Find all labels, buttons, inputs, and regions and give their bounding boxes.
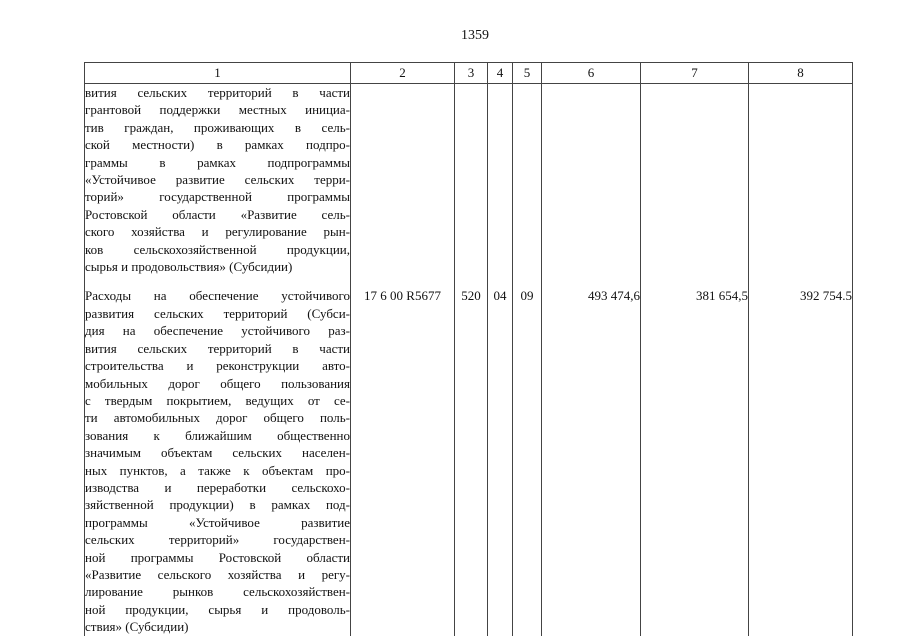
name-line: граммы в рамках подпрограммы	[85, 154, 350, 170]
row-expense-type: 520	[455, 281, 488, 635]
name-line: зяйственной продукции) в рамках под-	[85, 497, 350, 513]
header-col-4: 4	[488, 63, 513, 84]
name-line: Ростовской области «Развитие сель-	[85, 206, 350, 222]
row-amount-col8	[749, 84, 853, 282]
name-line: вития сельских территорий в части	[85, 85, 350, 100]
name-line: строительства и реконструкции авто-	[85, 358, 350, 374]
header-col-3: 3	[455, 63, 488, 84]
table-row	[85, 84, 853, 282]
name-line: ти автомобильных дорог общего поль-	[85, 410, 350, 426]
name-line: ной продукции, сырья и продоволь-	[85, 601, 350, 617]
name-line: зования к ближайшим общественно	[85, 427, 350, 443]
row-subsection: 09	[513, 281, 542, 635]
header-row	[85, 63, 853, 84]
row-name-cell	[85, 84, 351, 282]
name-line: вития сельских территорий в части	[85, 340, 350, 356]
name-line: программы «Устойчивое развитие	[85, 514, 350, 530]
page-number: 1359	[461, 28, 489, 43]
name-line: сырья и продовольствия» (Субсидии)	[85, 259, 293, 275]
name-line: Расходы на обеспечение устойчивого	[85, 288, 350, 304]
row-target-code	[351, 84, 455, 282]
name-line: ков сельскохозяйственной продукции,	[85, 241, 350, 257]
name-line: грантовой поддержки местных инициа-	[85, 102, 350, 118]
header-col-6: 6	[542, 63, 641, 84]
name-line: лирование рынков сельскохозяйствен-	[85, 584, 350, 600]
row-amount-col7: 381 654,5	[641, 281, 749, 635]
name-line: ского хозяйства и регулирование рын-	[85, 224, 350, 240]
name-line: с твердым покрытием, ведущих от се-	[85, 392, 350, 408]
name-line: ской местности) в рамках подпро-	[85, 137, 350, 153]
row-expense-type	[455, 84, 488, 282]
row-name-cell	[85, 281, 351, 635]
row-subsection	[513, 84, 542, 282]
header-col-1: 1	[85, 63, 351, 84]
name-line: тив граждан, проживающих в сель-	[85, 119, 350, 135]
row-amount-col6	[542, 84, 641, 282]
name-line: изводства и переработки сельскохо-	[85, 479, 350, 495]
name-line: «Развитие сельского хозяйства и регу-	[85, 566, 350, 582]
row-target-code: 17 6 00 R5677	[351, 281, 455, 635]
row-amount-col6: 493 474,6	[542, 281, 641, 635]
row-section: 04	[488, 281, 513, 635]
name-line: ствия» (Субсидии)	[85, 619, 189, 635]
name-line: сельских территорий» государствен-	[85, 532, 350, 548]
name-line: развития сельских территорий (Субси-	[85, 305, 350, 321]
row-section	[488, 84, 513, 282]
header-col-7: 7	[641, 63, 749, 84]
header-col-5: 5	[513, 63, 542, 84]
row-amount-col8: 392 754.5	[749, 281, 853, 635]
name-line: ных пунктов, а также к объектам про-	[85, 462, 350, 478]
table-row	[85, 281, 853, 635]
name-line: торий» государственной программы	[85, 189, 350, 205]
name-line: мобильных дорог общего пользования	[85, 375, 350, 391]
name-line: «Устойчивое развитие сельских терри-	[85, 172, 350, 188]
header-col-2: 2	[351, 63, 455, 84]
name-line: ной программы Ростовской области	[85, 549, 350, 565]
name-line: значимым объектам сельских населен-	[85, 445, 350, 461]
budget-table	[84, 62, 853, 636]
row-amount-col7	[641, 84, 749, 282]
name-line: дия на обеспечение устойчивого раз-	[85, 323, 350, 339]
header-col-8: 8	[749, 63, 853, 84]
